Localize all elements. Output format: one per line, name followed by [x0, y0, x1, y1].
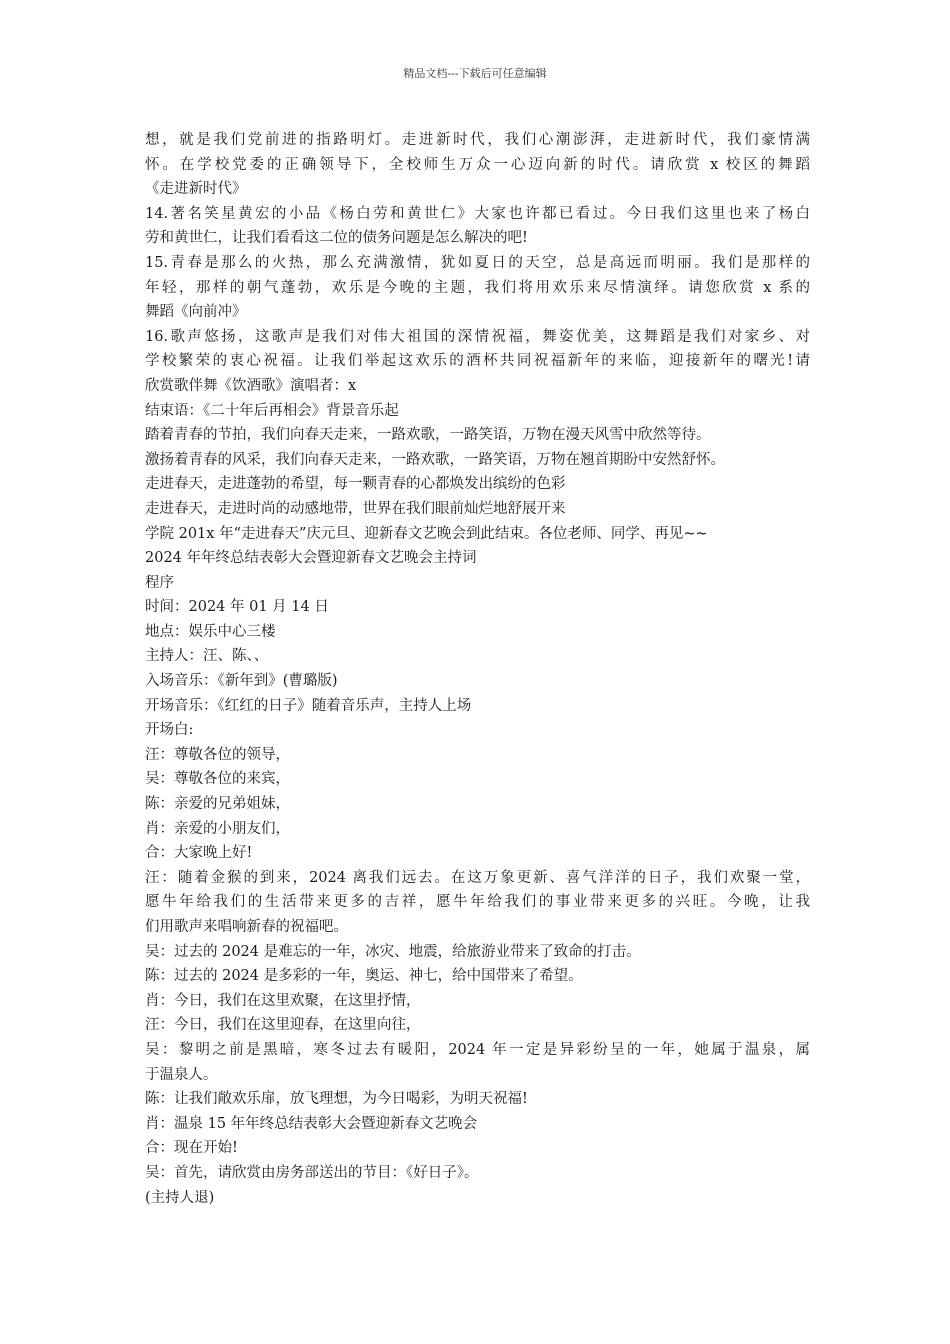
text-line: (主持人退): [145, 1189, 215, 1206]
text-line: 结束语：《二十年后再相会》背景音乐起: [145, 402, 399, 419]
text-line: 学院 201x 年“走进春天”庆元旦、迎新春文艺晚会到此结束。各位老师、同学、再见~~: [145, 525, 708, 542]
text-line: 入场音乐：《新年到》(曹璐版): [145, 673, 338, 690]
text-line: 合：大家晚上好!: [145, 845, 253, 862]
text-line: 肖：温泉 15 年年终总结表彰大会暨迎新春文艺晚会: [145, 1115, 478, 1132]
text-line: 怀。在学校党委的正确领导下，全校师生万众一心迈向新的时代。请欣赏 x 校区的舞蹈: [145, 156, 810, 173]
text-line: 愿牛年给我们的生活带来更多的吉祥，愿牛年给我们的事业带来更多的兴旺。今晚，让我: [145, 894, 810, 911]
text-line: 年轻，那样的朝气蓬勃，欢乐是今晚的主题，我们将用欢乐来尽情演绎。请您欣赏 x 系的: [145, 279, 810, 296]
text-line: 《走进新时代》: [145, 181, 247, 198]
text-line: 们用歌声来唱响新春的祝福吧。: [145, 919, 348, 935]
text-line: 陈：过去的 2024 是多彩的一年，奥运、神七，给中国带来了希望。: [145, 968, 583, 985]
text-line: 地点：娱乐中心三楼: [145, 623, 276, 640]
text-line: 2024 年年终总结表彰大会暨迎新春文艺晚会主持词: [145, 550, 477, 567]
text-line: 欣赏歌伴舞《饮酒歌》演唱者：x: [145, 377, 357, 394]
text-line: 陈：让我们敞欢乐扉，放飞理想，为今日喝彩，为明天祝福!: [145, 1091, 528, 1108]
text-line: 汪：今日，我们在这里迎春，在这里向往，: [145, 1017, 421, 1034]
text-line: 走进春天，走进时尚的动感地带，世界在我们眼前灿烂地舒展开来: [145, 500, 566, 517]
text-line: 吴：首先，请欣赏由房务部送出的节目：《好日子》。: [145, 1164, 479, 1181]
text-line: 走进春天，走进蓬勃的希望，每一颗青春的心都焕发出缤纷的色彩: [145, 476, 566, 493]
text-line: 15.青春是那么的火热，那么充满激情，犹如夏日的天空，总是高远而明丽。我们是那样的: [145, 254, 810, 271]
text-line: 汪：尊敬各位的领导，: [145, 746, 290, 763]
text-line: 合：现在开始!: [145, 1140, 238, 1157]
text-line: 于温泉人。: [145, 1066, 218, 1083]
text-line: 吴：过去的 2024 是难忘的一年，冰灾、地震，给旅游业带来了致命的打击。: [145, 943, 641, 960]
text-line: 吴：尊敬各位的来宾，: [145, 771, 290, 788]
text-line: 时间：2024 年 01 月 14 日: [145, 599, 329, 616]
text-line: 陈：亲爱的兄弟姐妹，: [145, 796, 290, 813]
text-line: 肖：今日，我们在这里欢聚，在这里抒情，: [145, 992, 421, 1009]
text-line: 开场音乐：《红红的日子》随着音乐声，主持人上场: [145, 697, 472, 714]
text-line: 吴：黎明之前是黑暗，寒冬过去有暖阳，2024 年一定是异彩纷呈的一年，她属于温泉，属: [145, 1041, 810, 1058]
text-line: 程序: [145, 574, 174, 591]
document-body: [145, 128, 810, 1210]
text-line: 激扬着青春的风采，我们向春天走来，一路欢歌，一路笑语，万物在翘首期盼中安然舒怀。: [145, 451, 725, 468]
text-line: 劳和黄世仁，让我们看看这二位的债务问题是怎么解决的吧!: [145, 230, 528, 247]
text-line: 开场白:: [145, 722, 194, 739]
text-line: 想，就是我们党前进的指路明灯。走进新时代，我们心潮澎湃，走进新时代，我们豪情满: [145, 132, 810, 148]
text-line: 14.著名笑星黄宏的小品《杨白劳和黄世仁》大家也许都已看过。今日我们这里也来了杨白: [145, 205, 810, 222]
text-line: 舞蹈《向前冲》: [145, 304, 247, 321]
text-line: 主持人：汪、陈、、: [145, 648, 269, 665]
text-line: 踏着青春的节拍，我们向春天走来，一路欢歌，一路笑语，万物在漫天风雪中欣然等待。: [145, 427, 711, 444]
text-line: 16.歌声悠扬，这歌声是我们对伟大祖国的深情祝福，舞姿优美，这舞蹈是我们对家乡、对: [145, 328, 810, 345]
text-line: 汪：随着金猴的到来，2024 离我们远去。在这万象更新、喜气洋洋的日子，我们欢聚一堂，: [145, 869, 810, 886]
text-line: 学校繁荣的衷心祝福。让我们举起这欢乐的酒杯共同祝福新年的来临，迎接新年的曙光!请: [145, 353, 810, 370]
text-line: 肖：亲爱的小朋友们，: [145, 820, 290, 837]
page-header: 精品文档---下载后可任意编辑: [403, 67, 547, 80]
